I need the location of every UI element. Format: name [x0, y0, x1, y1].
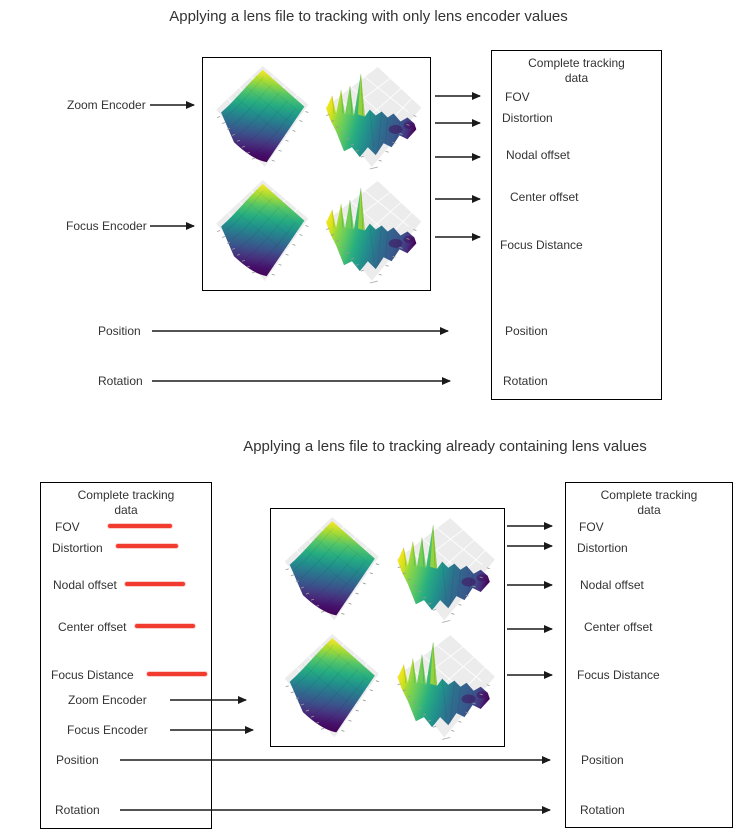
result-item-focus-distance: Focus Distance — [577, 668, 660, 682]
tracking-item-position-top: Position — [505, 324, 548, 338]
strike-line-focus-distance — [147, 672, 207, 676]
surface-plot-smooth — [205, 174, 317, 288]
tracking-item-center-offset-top: Center offset — [510, 190, 579, 204]
surface-plot-smooth — [273, 628, 388, 745]
plot-grid-bottom — [271, 509, 504, 746]
surface-plot-smooth — [273, 511, 388, 628]
result-item-nodal-offset: Nodal offset — [580, 578, 644, 592]
surface-plot-noisy — [317, 60, 429, 174]
source-item-fov: FOV — [55, 520, 80, 534]
label-zoom-encoder-top: Zoom Encoder — [67, 98, 146, 112]
source-item-focus-distance: Focus Distance — [51, 668, 134, 682]
top-diagram-title: Applying a lens file to tracking with only lens encoder values — [169, 8, 568, 25]
source-item-position: Position — [56, 753, 99, 767]
lens-file-plots-box-top — [202, 57, 431, 291]
source-box-title: Complete tracking data — [77, 488, 175, 517]
tracking-item-focus-distance-top: Focus Distance — [500, 238, 583, 252]
result-item-center-offset: Center offset — [584, 620, 653, 634]
surface-plot-noisy — [388, 511, 503, 628]
plot-grid-top — [203, 58, 430, 290]
source-item-center-offset: Center offset — [58, 620, 127, 634]
tracking-item-rotation-top: Rotation — [503, 374, 548, 388]
surface-plot-noisy — [317, 174, 429, 288]
strike-line-distortion — [116, 544, 178, 548]
source-item-focus-encoder: Focus Encoder — [67, 723, 148, 737]
tracking-box-title-top: Complete tracking data — [528, 56, 625, 85]
tracking-item-nodal-offset-top: Nodal offset — [506, 148, 570, 162]
tracking-item-distortion-top: Distortion — [502, 111, 553, 125]
strike-line-center-offset — [135, 624, 195, 628]
source-tracking-box-bottom — [40, 482, 212, 829]
bottom-diagram-title: Applying a lens file to tracking already containing lens values — [243, 438, 647, 455]
label-focus-encoder-top: Focus Encoder — [66, 219, 147, 233]
label-rotation-input-top: Rotation — [98, 374, 143, 388]
strike-line-nodal-offset — [125, 582, 185, 586]
result-box-title: Complete tracking data — [600, 488, 698, 517]
source-item-zoom-encoder: Zoom Encoder — [68, 693, 147, 707]
lens-file-plots-box-bottom — [270, 508, 505, 747]
source-item-nodal-offset: Nodal offset — [53, 578, 117, 592]
surface-plot-noisy — [388, 628, 503, 745]
strike-line-fov — [108, 524, 172, 528]
tracking-item-fov-top: FOV — [505, 90, 530, 104]
source-item-distortion: Distortion — [52, 541, 103, 555]
surface-plot-smooth — [205, 60, 317, 174]
source-item-rotation: Rotation — [55, 803, 100, 817]
result-item-position: Position — [581, 753, 624, 767]
result-item-rotation: Rotation — [580, 803, 625, 817]
result-item-distortion: Distortion — [577, 541, 628, 555]
result-item-fov: FOV — [579, 520, 604, 534]
label-position-input-top: Position — [98, 324, 141, 338]
